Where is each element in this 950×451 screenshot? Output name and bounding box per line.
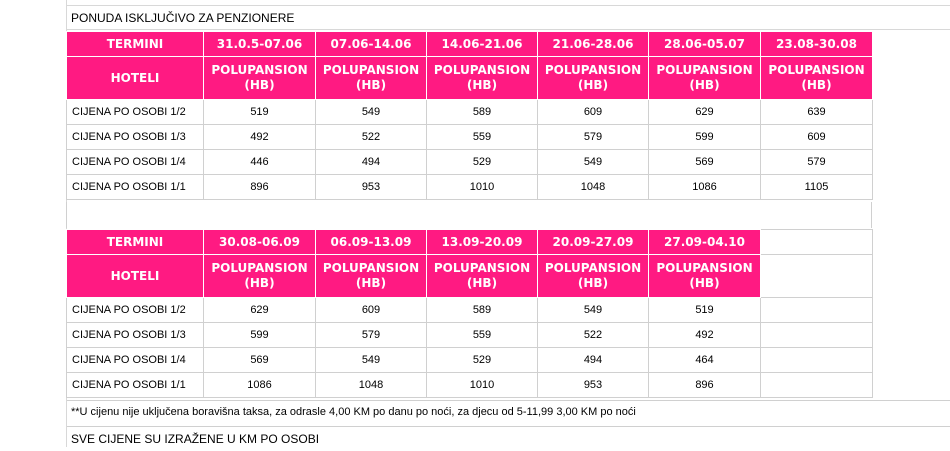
board-header: POLUPANSION (HB) [761, 57, 873, 100]
board-header: POLUPANSION (HB) [316, 57, 427, 100]
termini-label: TERMINI [67, 32, 204, 57]
price-cell: 549 [538, 298, 649, 323]
termini-label: TERMINI [67, 230, 204, 255]
tax-note: **U cijenu nije uključena boravišna taksa, za odrasle 4,00 KM po danu po noći, za djecu od 5-11,99 3,00 KM po noći [67, 400, 950, 424]
price-cell: 609 [538, 100, 649, 125]
price-cell: 1010 [427, 175, 538, 200]
page-title: PONUDA ISKLJUČIVO ZA PENZIONERE [67, 6, 950, 30]
table-row [67, 150, 873, 175]
period-header: 07.06-14.06 [316, 32, 427, 57]
table-row [67, 175, 873, 200]
row-label: CIJENA PO OSOBI 1/1 [67, 373, 204, 398]
price-cell: 579 [761, 150, 873, 175]
price-cell: 446 [204, 150, 316, 175]
price-cell: 522 [538, 323, 649, 348]
price-cell: 559 [427, 125, 538, 150]
price-cell: 492 [204, 125, 316, 150]
price-cell: 629 [204, 298, 316, 323]
table-row [67, 373, 873, 398]
period-header: 31.0.5-07.06 [204, 32, 316, 57]
price-cell: 529 [427, 150, 538, 175]
table-row [67, 323, 873, 348]
price-cell: 1048 [538, 175, 649, 200]
price-cell: 629 [649, 100, 761, 125]
board-header: POLUPANSION (HB) [538, 57, 649, 100]
row-label: CIJENA PO OSOBI 1/4 [67, 348, 204, 373]
price-cell: 1048 [316, 373, 427, 398]
price-cell: 494 [538, 348, 649, 373]
price-cell: 599 [649, 125, 761, 150]
table-row [67, 125, 873, 150]
termini-row [67, 230, 873, 255]
price-cell: 953 [538, 373, 649, 398]
board-header: POLUPANSION (HB) [427, 57, 538, 100]
price-cell: 522 [316, 125, 427, 150]
price-cell: 494 [316, 150, 427, 175]
price-cell: 519 [204, 100, 316, 125]
period-header: 20.09-27.09 [538, 230, 649, 255]
price-cell: 579 [538, 125, 649, 150]
row-label: CIJENA PO OSOBI 1/2 [67, 298, 204, 323]
price-cell: 549 [316, 348, 427, 373]
period-header: 28.06-05.07 [649, 32, 761, 57]
currency-footer: SVE CIJENE SU IZRAŽENE U KM PO OSOBI [67, 426, 950, 447]
price-cell: 953 [316, 175, 427, 200]
board-header: POLUPANSION (HB) [204, 255, 316, 298]
table-row [67, 348, 873, 373]
row-label: CIJENA PO OSOBI 1/3 [67, 125, 204, 150]
price-cell: 1010 [427, 373, 538, 398]
period-header: 06.09-13.09 [316, 230, 427, 255]
price-cell: 519 [649, 298, 761, 323]
period-header: 13.09-20.09 [427, 230, 538, 255]
board-header: POLUPANSION (HB) [649, 255, 761, 298]
empty-cell [761, 373, 873, 398]
price-cell: 589 [427, 100, 538, 125]
period-header: 21.06-28.06 [538, 32, 649, 57]
empty-cell [761, 255, 873, 298]
price-table-2 [66, 229, 873, 398]
row-label: CIJENA PO OSOBI 1/2 [67, 100, 204, 125]
empty-cell [761, 230, 873, 255]
termini-row [67, 32, 873, 57]
hoteli-label: HOTELI [67, 255, 204, 298]
board-header: POLUPANSION (HB) [316, 255, 427, 298]
price-cell: 896 [204, 175, 316, 200]
price-cell: 529 [427, 348, 538, 373]
hoteli-row [67, 255, 873, 298]
period-header: 30.08-06.09 [204, 230, 316, 255]
price-cell: 579 [316, 323, 427, 348]
table-spacer [66, 202, 872, 228]
price-cell: 639 [761, 100, 873, 125]
price-table-1 [66, 31, 873, 200]
hoteli-label: HOTELI [67, 57, 204, 100]
empty-cell [761, 298, 873, 323]
period-header: 23.08-30.08 [761, 32, 873, 57]
price-cell: 549 [538, 150, 649, 175]
table-row [67, 298, 873, 323]
price-cell: 549 [316, 100, 427, 125]
period-header: 14.06-21.06 [427, 32, 538, 57]
empty-cell [761, 323, 873, 348]
period-header: 27.09-04.10 [649, 230, 761, 255]
price-cell: 559 [427, 323, 538, 348]
price-cell: 569 [649, 150, 761, 175]
price-cell: 609 [761, 125, 873, 150]
price-cell: 492 [649, 323, 761, 348]
board-header: POLUPANSION (HB) [649, 57, 761, 100]
price-cell: 896 [649, 373, 761, 398]
row-label: CIJENA PO OSOBI 1/4 [67, 150, 204, 175]
table-row [67, 100, 873, 125]
row-label: CIJENA PO OSOBI 1/3 [67, 323, 204, 348]
price-cell: 609 [316, 298, 427, 323]
price-cell: 589 [427, 298, 538, 323]
price-cell: 599 [204, 323, 316, 348]
row-label: CIJENA PO OSOBI 1/1 [67, 175, 204, 200]
hoteli-row [67, 57, 873, 100]
price-cell: 1086 [204, 373, 316, 398]
price-cell: 1105 [761, 175, 873, 200]
price-cell: 464 [649, 348, 761, 373]
board-header: POLUPANSION (HB) [427, 255, 538, 298]
board-header: POLUPANSION (HB) [204, 57, 316, 100]
price-cell: 569 [204, 348, 316, 373]
empty-cell [761, 348, 873, 373]
price-cell: 1086 [649, 175, 761, 200]
board-header: POLUPANSION (HB) [538, 255, 649, 298]
